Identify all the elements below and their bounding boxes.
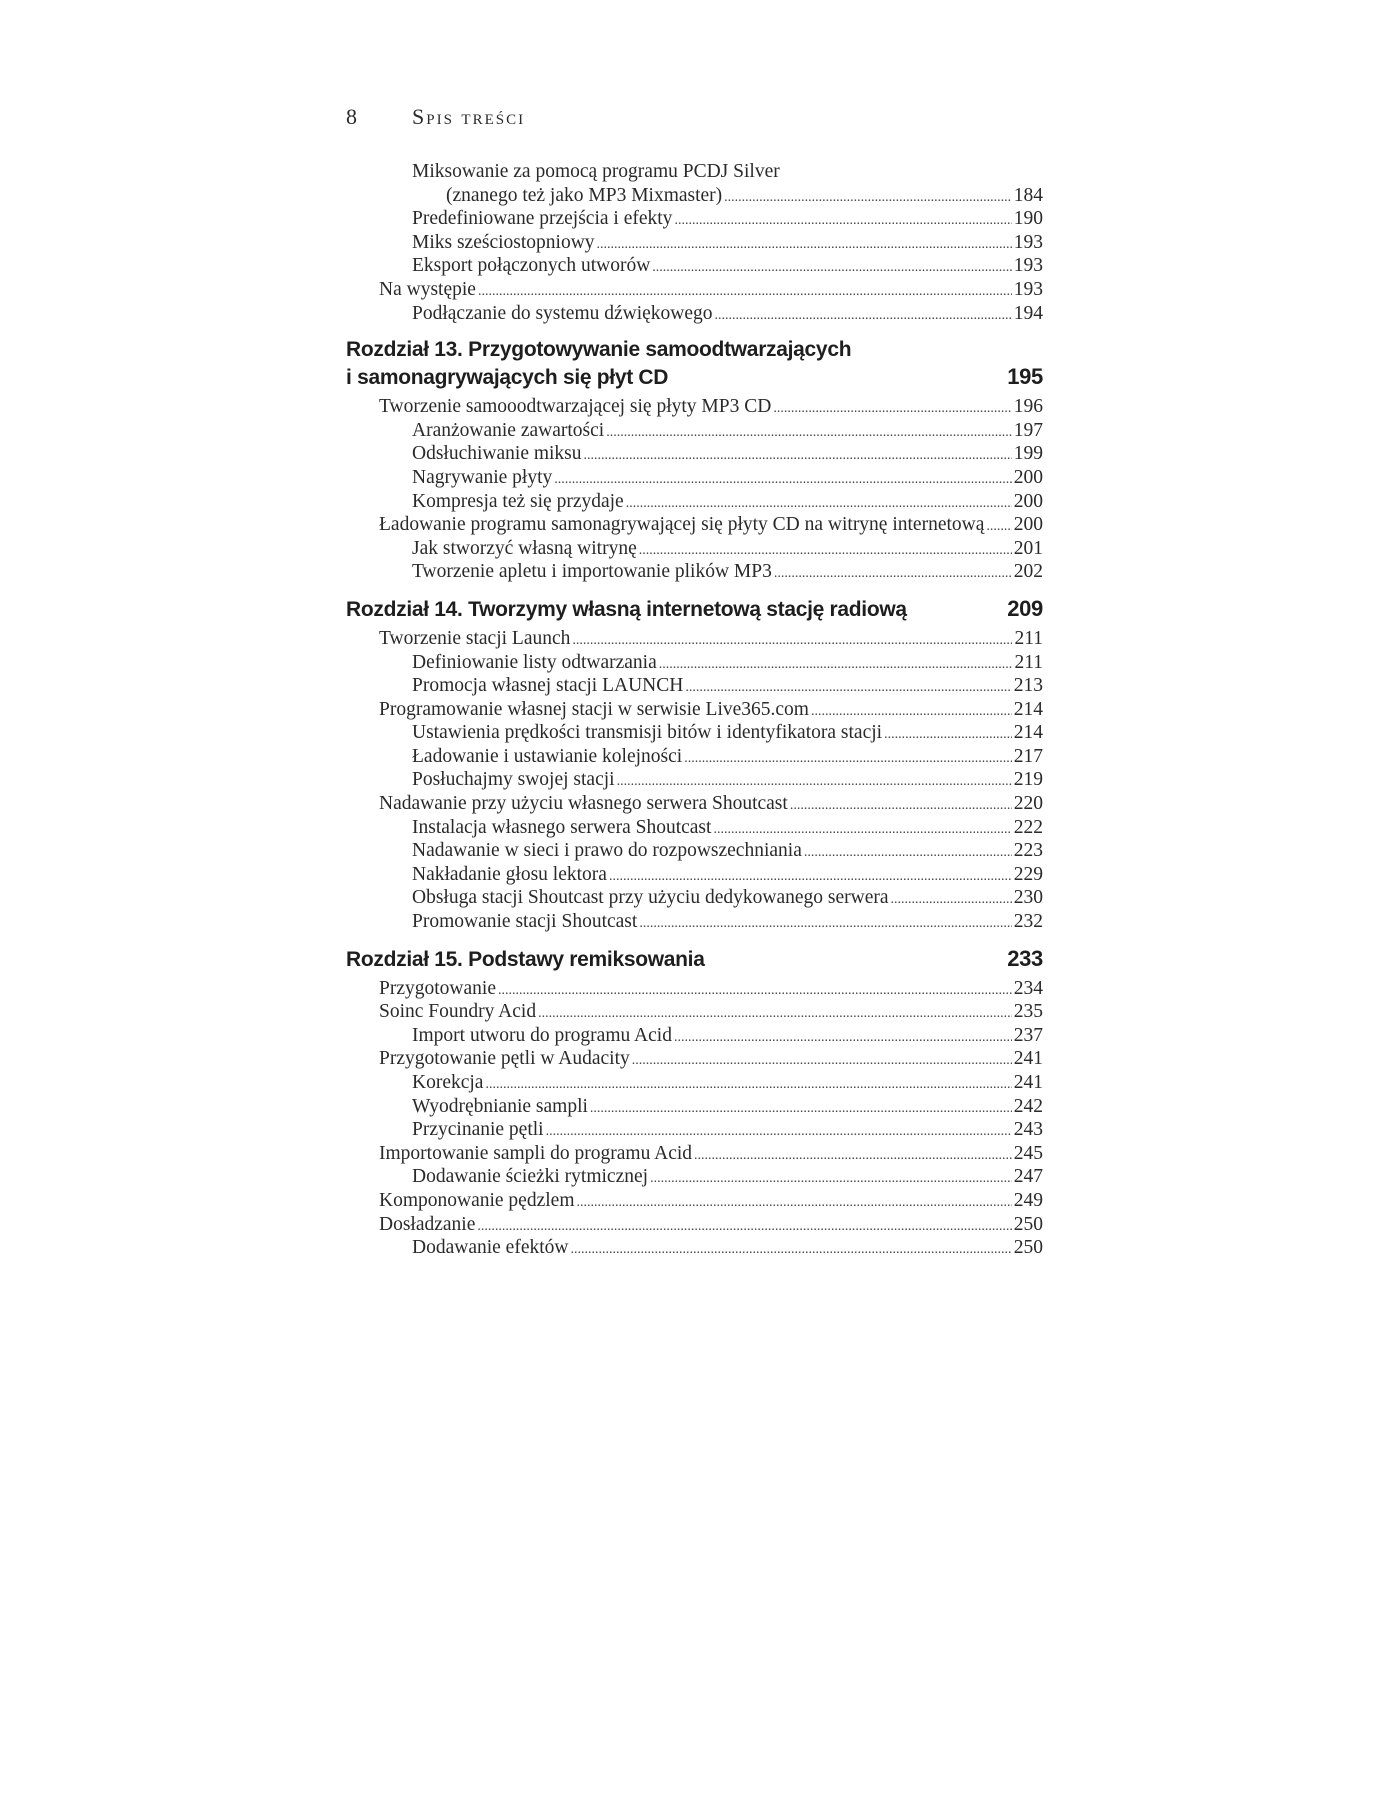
dot-leader bbox=[713, 818, 1011, 842]
dot-leader bbox=[546, 1120, 1012, 1144]
toc-entry-title: Na występie bbox=[379, 278, 476, 300]
toc-entry-title: Nagrywanie płyty bbox=[412, 466, 553, 488]
toc-entry-title: Import utworu do programu Acid bbox=[412, 1024, 672, 1046]
toc-entry-page: 219 bbox=[1013, 769, 1043, 791]
toc-entry bbox=[346, 627, 1043, 651]
toc-entry-page: 249 bbox=[1013, 1189, 1043, 1211]
chapter-heading-15 bbox=[346, 945, 1043, 972]
chapter-13-entries bbox=[346, 395, 1043, 584]
toc-entry-title: Kompresja też się przydaje bbox=[412, 490, 624, 512]
toc-entry-title: Tworzenie samooodtwarzającej się płyty MP3 CD bbox=[379, 396, 772, 418]
toc-entry-title: Przygotowanie bbox=[379, 977, 496, 999]
toc-entry-page: 213 bbox=[1013, 675, 1043, 697]
toc-entry-title: Jak stworzyć własną witrynę bbox=[412, 537, 637, 559]
toc-entry-page: 211 bbox=[1014, 627, 1043, 649]
dot-leader bbox=[650, 1167, 1012, 1191]
toc-entry-page: 197 bbox=[1013, 419, 1043, 441]
toc-entry-title: Ustawienia prędkości transmisji bitów i identyfikatora stacji bbox=[412, 722, 883, 744]
dot-leader bbox=[477, 1215, 1011, 1239]
toc-entry-page: 241 bbox=[1013, 1048, 1043, 1070]
toc-entry-page: 193 bbox=[1013, 278, 1043, 300]
dot-leader bbox=[659, 653, 1013, 677]
dot-leader bbox=[986, 515, 1011, 539]
dot-leader bbox=[790, 794, 1012, 818]
dot-leader bbox=[584, 444, 1012, 468]
dot-leader bbox=[684, 747, 1012, 771]
dot-leader bbox=[715, 304, 1012, 328]
dot-leader bbox=[485, 1073, 1011, 1097]
table-of-contents bbox=[346, 160, 1043, 1260]
toc-entry-title: Miks sześciostopniowy bbox=[412, 231, 595, 253]
chapter-heading-13 bbox=[346, 336, 1043, 390]
toc-entry-page: 184 bbox=[1013, 184, 1043, 206]
toc-entry-title: Wyodrębnianie sampli bbox=[412, 1095, 588, 1117]
dot-leader bbox=[498, 979, 1012, 1003]
toc-entry bbox=[346, 254, 1043, 278]
dot-leader bbox=[773, 397, 1011, 421]
toc-entry bbox=[346, 442, 1043, 466]
dot-leader bbox=[626, 492, 1012, 516]
toc-entry-page: 211 bbox=[1014, 651, 1043, 673]
toc-entry-page: 250 bbox=[1013, 1213, 1043, 1235]
toc-entry bbox=[346, 977, 1043, 1001]
dot-leader bbox=[674, 209, 1011, 233]
dot-leader bbox=[590, 1097, 1012, 1121]
toc-entry-title: Soinc Foundry Acid bbox=[379, 1001, 537, 1023]
dot-leader bbox=[554, 468, 1011, 492]
toc-entry-page: 230 bbox=[1013, 887, 1043, 909]
toc-entry-page: 201 bbox=[1013, 537, 1043, 559]
dot-leader bbox=[724, 186, 1012, 210]
toc-entry-page: 247 bbox=[1013, 1166, 1043, 1188]
page-number: 8 bbox=[346, 104, 358, 129]
toc-entry-page: 242 bbox=[1013, 1095, 1043, 1117]
toc-entry-title: Eksport połączonych utworów bbox=[412, 255, 651, 277]
dot-leader bbox=[639, 912, 1011, 936]
toc-entry bbox=[346, 560, 1043, 584]
chapter-title-line-1: Rozdział 13. Przygotowywanie samoodtwarzających bbox=[346, 338, 852, 362]
toc-entry bbox=[346, 231, 1043, 255]
toc-entry-page: 196 bbox=[1013, 396, 1043, 418]
dot-leader bbox=[652, 256, 1011, 280]
toc-entry bbox=[346, 651, 1043, 675]
toc-entry bbox=[346, 1142, 1043, 1166]
toc-entry bbox=[346, 302, 1043, 326]
toc-entry-title: Dodawanie efektów bbox=[412, 1237, 569, 1259]
chapter-title-line-1: Rozdział 14. Tworzymy własną internetową stację radiową bbox=[346, 597, 907, 621]
toc-entry-title: Importowanie sampli do programu Acid bbox=[379, 1142, 693, 1164]
toc-entry-title: Definiowanie listy odtwarzania bbox=[412, 651, 657, 673]
dot-leader bbox=[884, 723, 1012, 747]
toc-entry-title: Nadawanie przy użyciu własnego serwera Shoutcast bbox=[379, 793, 788, 815]
chapter-page-number: 233 bbox=[1007, 945, 1043, 971]
dot-leader bbox=[617, 770, 1012, 794]
toc-entry-page: 193 bbox=[1013, 231, 1043, 253]
toc-entry-title: Promocja własnej stacji LAUNCH bbox=[412, 675, 684, 697]
toc-entry-title: Promowanie stacji Shoutcast bbox=[412, 911, 638, 933]
toc-entry-page: 229 bbox=[1013, 863, 1043, 885]
toc-entry bbox=[346, 839, 1043, 863]
chapter-heading-14 bbox=[346, 595, 1043, 622]
toc-entry-title: Predefiniowane przejścia i efekty bbox=[412, 208, 673, 230]
chapter-page-number: 195 bbox=[1007, 364, 1043, 390]
dot-leader bbox=[632, 1049, 1012, 1073]
dot-leader bbox=[570, 1238, 1011, 1262]
toc-entry-title: Dodawanie ścieżki rytmicznej bbox=[412, 1166, 649, 1188]
toc-entry bbox=[346, 513, 1043, 537]
chapter-title-line-1: Rozdział 15. Podstawy remiksowania bbox=[346, 947, 705, 971]
toc-entry-title: Aranżowanie zawartości bbox=[412, 419, 605, 441]
dot-leader bbox=[804, 841, 1012, 865]
toc-section-continued bbox=[346, 160, 1043, 325]
toc-entry-title: Przygotowanie pętli w Audacity bbox=[379, 1048, 630, 1070]
toc-entry bbox=[346, 721, 1043, 745]
dot-leader bbox=[685, 676, 1011, 700]
chapter-15-entries bbox=[346, 977, 1043, 1260]
dot-leader bbox=[891, 888, 1012, 912]
toc-entry bbox=[346, 910, 1043, 934]
toc-entry-page: 241 bbox=[1013, 1072, 1043, 1093]
toc-entry bbox=[346, 490, 1043, 514]
toc-entry-title: Tworzenie stacji Launch bbox=[379, 627, 571, 649]
toc-entry bbox=[346, 278, 1043, 302]
toc-entry bbox=[346, 698, 1043, 722]
dot-leader bbox=[694, 1144, 1012, 1168]
toc-entry-page: 194 bbox=[1013, 302, 1043, 324]
toc-entry-title: Dosładzanie bbox=[379, 1213, 476, 1235]
toc-entry-title: Posłuchajmy swojej stacji bbox=[412, 769, 615, 791]
chapter-page-number: 209 bbox=[1007, 595, 1043, 621]
toc-entry-title: Odsłuchiwanie miksu bbox=[412, 443, 582, 465]
toc-entry bbox=[346, 1024, 1043, 1048]
running-title: Spis treści bbox=[412, 104, 526, 129]
toc-entry-page: 245 bbox=[1013, 1142, 1043, 1164]
dot-leader bbox=[597, 233, 1012, 257]
toc-entry bbox=[346, 466, 1043, 490]
toc-entry-title: Miksowanie za pomocą programu PCDJ Silver bbox=[412, 161, 780, 182]
toc-entry bbox=[346, 674, 1043, 698]
toc-entry bbox=[346, 207, 1043, 231]
dot-leader bbox=[639, 539, 1012, 563]
toc-entry bbox=[346, 1047, 1043, 1071]
chapter-title-line-2: i samonagrywających się płyt CD bbox=[346, 366, 669, 390]
toc-entry-page: 200 bbox=[1013, 514, 1043, 536]
toc-entry bbox=[346, 184, 1043, 208]
toc-entry-title: Podłączanie do systemu dźwiękowego bbox=[412, 302, 713, 324]
dot-leader bbox=[674, 1026, 1012, 1050]
toc-entry bbox=[346, 1165, 1043, 1189]
toc-entry-page: 200 bbox=[1013, 466, 1043, 488]
toc-entry-title: Przycinanie pętli bbox=[412, 1119, 544, 1141]
toc-entry-title: Komponowanie pędzlem bbox=[379, 1189, 575, 1211]
toc-entry-page: 222 bbox=[1013, 816, 1043, 838]
toc-entry-page: 250 bbox=[1013, 1237, 1043, 1259]
toc-entry-page: 217 bbox=[1013, 745, 1043, 767]
dot-leader bbox=[609, 865, 1012, 889]
toc-entry bbox=[346, 886, 1043, 910]
toc-entry bbox=[346, 1236, 1043, 1260]
toc-entry bbox=[346, 160, 1043, 184]
toc-entry-title: (znanego też jako MP3 Mixmaster) bbox=[446, 184, 723, 206]
toc-entry-page: 193 bbox=[1013, 255, 1043, 277]
toc-entry bbox=[346, 792, 1043, 816]
toc-entry bbox=[346, 816, 1043, 840]
dot-leader bbox=[811, 700, 1012, 724]
dot-leader bbox=[577, 1191, 1012, 1215]
toc-entry-title: Ładowanie i ustawianie kolejności bbox=[412, 745, 683, 767]
toc-entry-title: Nadawanie w sieci i prawo do rozpowszechniania bbox=[412, 840, 802, 862]
toc-entry-page: 202 bbox=[1013, 561, 1043, 583]
toc-entry bbox=[346, 768, 1043, 792]
toc-entry-page: 232 bbox=[1013, 911, 1043, 933]
toc-entry-page: 235 bbox=[1013, 1001, 1043, 1023]
toc-entry bbox=[346, 745, 1043, 769]
toc-entry-page: 223 bbox=[1013, 840, 1043, 862]
toc-entry bbox=[346, 395, 1043, 419]
toc-entry-title: Instalacja własnego serwera Shoutcast bbox=[412, 816, 712, 838]
dot-leader bbox=[478, 280, 1012, 304]
toc-entry-page: 190 bbox=[1013, 208, 1043, 230]
toc-entry-page: 200 bbox=[1013, 490, 1043, 512]
toc-entry-page: 243 bbox=[1013, 1119, 1043, 1141]
toc-entry-page: 237 bbox=[1013, 1024, 1043, 1046]
dot-leader bbox=[572, 629, 1012, 653]
toc-entry bbox=[346, 863, 1043, 887]
dot-leader bbox=[774, 562, 1012, 586]
toc-entry-page: 199 bbox=[1013, 443, 1043, 465]
page-header bbox=[346, 104, 525, 130]
toc-entry-title: Ładowanie programu samonagrywającej się płyty CD na witrynę internetową bbox=[379, 514, 985, 536]
toc-entry bbox=[346, 1213, 1043, 1237]
toc-entry-page: 214 bbox=[1013, 722, 1043, 744]
chapter-14-entries bbox=[346, 627, 1043, 934]
toc-entry bbox=[346, 1189, 1043, 1213]
toc-entry-page: 214 bbox=[1013, 698, 1043, 720]
toc-entry-title: Nakładanie głosu lektora bbox=[412, 863, 607, 885]
toc-entry-title: Programowanie własnej stacji w serwisie Live365.com bbox=[379, 698, 809, 720]
toc-entry-title: Obsługa stacji Shoutcast przy użyciu dedykowanego serwera bbox=[412, 887, 889, 909]
toc-entry-page: 234 bbox=[1013, 977, 1043, 999]
dot-leader bbox=[606, 421, 1012, 445]
toc-entry bbox=[346, 537, 1043, 561]
toc-entry bbox=[346, 1118, 1043, 1142]
toc-entry bbox=[346, 419, 1043, 443]
toc-entry-title: Tworzenie apletu i importowanie plików MP3 bbox=[412, 561, 772, 583]
toc-entry-page: 220 bbox=[1013, 793, 1043, 815]
toc-entry bbox=[346, 1095, 1043, 1119]
toc-entry bbox=[346, 1071, 1043, 1095]
toc-entry-title: Korekcja bbox=[412, 1072, 484, 1093]
toc-entry bbox=[346, 1000, 1043, 1024]
dot-leader bbox=[538, 1002, 1012, 1026]
